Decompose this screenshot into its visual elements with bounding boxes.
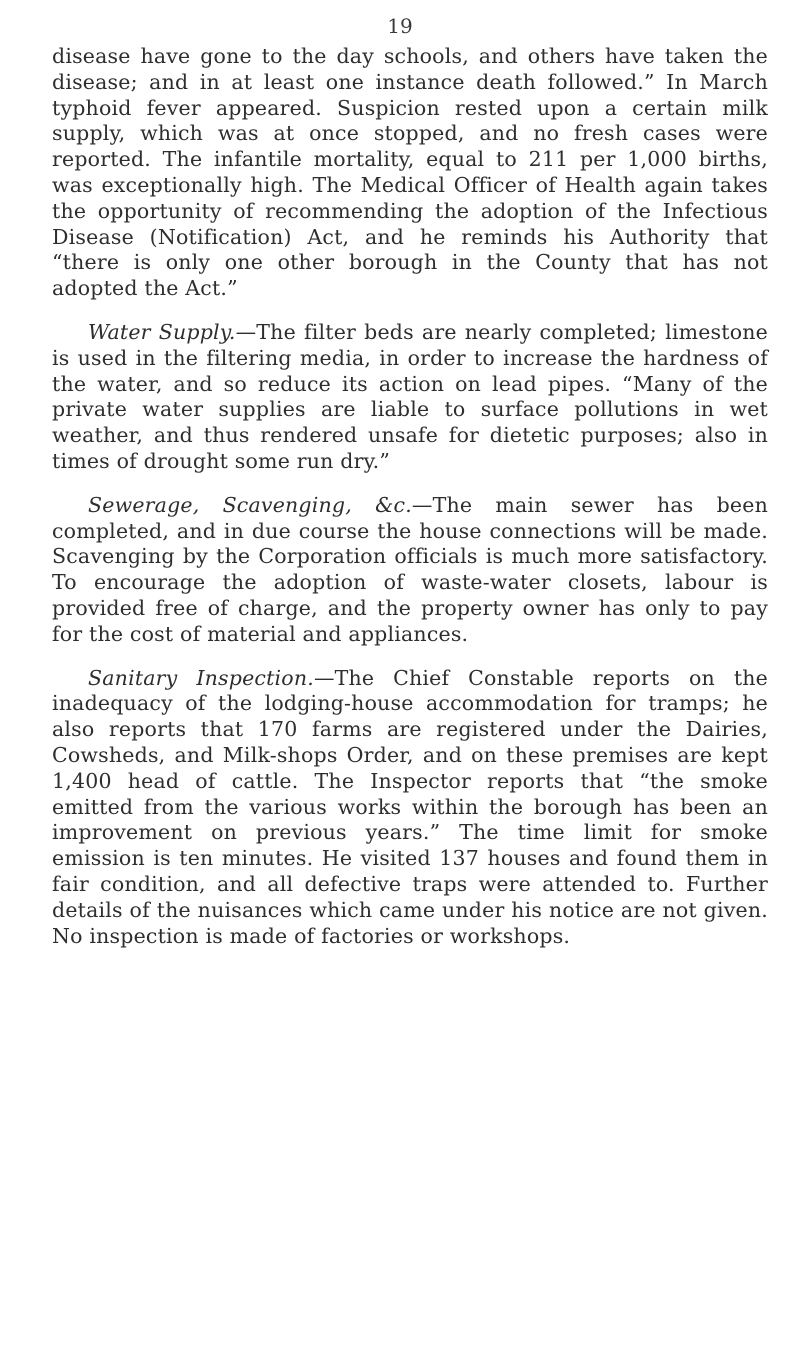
- section-heading-sewerage: Sewerage, Scavenging, &c.: [88, 492, 412, 517]
- page-number: 19: [387, 14, 413, 38]
- body-text: [52, 44, 768, 949]
- section-heading-sanitary-inspection: Sanitary Inspection.: [88, 665, 314, 690]
- paragraph-text: —The Chief Constable reports on the inadequacy of the lodging-house accommodation for tramps; he also reports that 170 farms are registered under the Dairies, Cowsheds, and Milk-shops Order, and on these premises are kept 1,400 head of cattle. The Inspector reports that “the smoke emitted from the various works within the borough has been an improvement on previous years.” The time limit for smoke emission is ten minutes. He visited 137 houses and found them in fair condition, and all defective traps were attended to. Further details of the nuisances which came under his notice are not given. No inspection is made of factories or workshops.: [52, 665, 768, 948]
- paragraph-sewerage: [52, 493, 768, 648]
- paragraph-sanitary-inspection: [52, 666, 768, 950]
- paragraph-text: —The main sewer has been completed, and in due course the house connections will be made. Scavenging by the Corporation officials is much more satisfactory. To encourage the adoption of waste-water closets, labour is provided free of charge, and the property owner has only to pay for the cost of material and appliances.: [52, 492, 768, 646]
- paragraph-text: —The filter beds are nearly completed; limestone is used in the filtering media, in order to increase the hardness of the water, and so reduce its action on lead pipes. “Many of the private water supplies are liable to surface pollutions in wet weather, and thus rendered unsafe for dietetic purposes; also in times of drought some run dry.”: [52, 319, 768, 473]
- paragraph-disease-continuation: [52, 44, 768, 302]
- paragraph-water-supply: [52, 320, 768, 475]
- section-heading-water-supply: Water Supply.: [88, 319, 236, 344]
- paragraph-text: disease have gone to the day schools, and others have taken the disease; and in at least one instance death followed.” In March typhoid fever appeared. Suspicion rested upon a certain milk supply, which was at once stopped, and no fresh cases were reported. The infantile mortality, equal to 211 per 1,000 births, was exceptionally high. The Medical Officer of Health again takes the opportunity of recommending the adoption of the Infectious Disease (Notification) Act, and he reminds his Authority that “there is only one other borough in the County that has not adopted the Act.”: [52, 44, 768, 301]
